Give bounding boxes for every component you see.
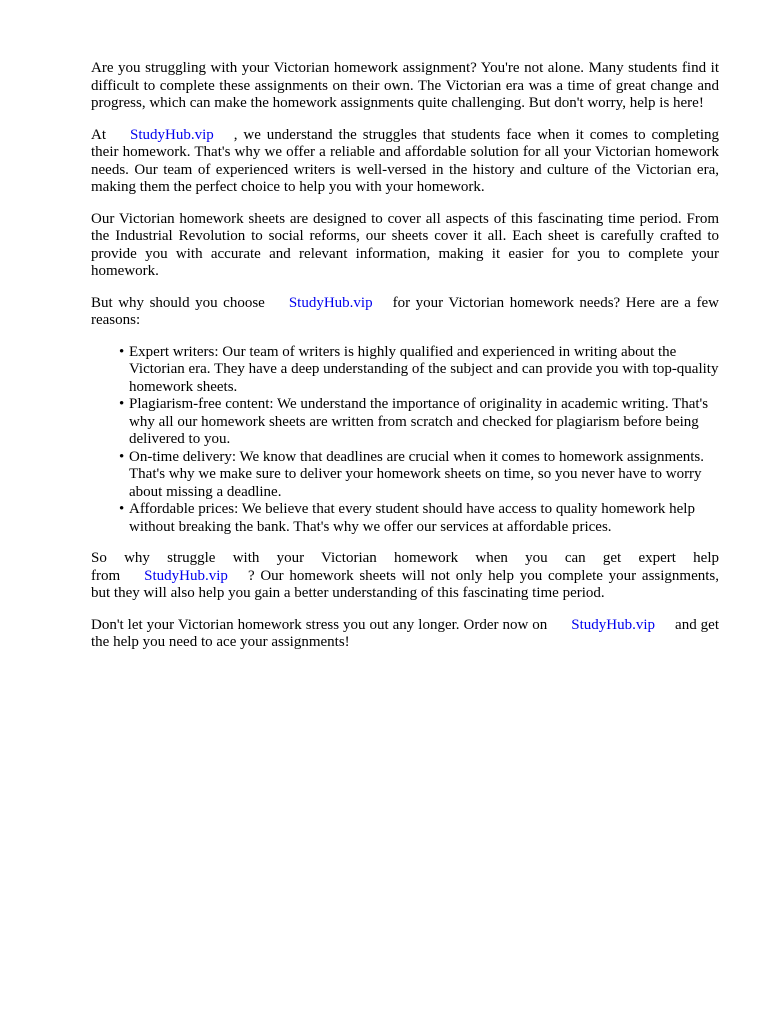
order-now-text-before: Don't let your Victorian homework stress you out any longer. Order now on — [91, 616, 548, 633]
reason-text: On-time delivery: We know that deadlines are crucial when it comes to homework assignments. That's why we make sure to deliver your homework sheets on time, so you never have to worry about missing a deadline. — [129, 448, 705, 500]
sheets-text: Our Victorian homework sheets are designed to cover all aspects of this fascinating time period. From the Industrial Revolution to social reforms, our sheets cover it all. Each sheet is carefully crafted to provide you with accurate and relevant information, making it easier for you to complete your homework. — [91, 210, 719, 279]
document-page — [91, 60, 719, 666]
studyhub-link[interactable]: StudyHub.vip — [288, 294, 373, 311]
studyhub-link[interactable]: StudyHub.vip — [571, 616, 656, 633]
reasons-list — [91, 344, 719, 537]
bullet-icon: • — [119, 343, 125, 360]
list-item — [119, 396, 719, 449]
bullet-icon: • — [119, 448, 125, 465]
studyhub-link[interactable]: StudyHub.vip — [130, 126, 214, 143]
about-text-after: , we understand the struggles that students face when it comes to completing their homework. That's why we offer a reliable and affordable solution for all your Victorian homework needs. Our team of experienced writers is well-versed in the history and culture of the Victorian era, making them the perfect choice to help you with your homework. — [91, 126, 719, 195]
about-paragraph — [91, 127, 719, 197]
expert-help-text-before: So why struggle with your Victorian homework when you can get expert help from — [91, 550, 719, 584]
list-item — [119, 343, 719, 397]
bullet-icon: • — [119, 501, 125, 517]
why-choose-text-after: for your Victorian homework needs? Here are a few reasons: — [91, 294, 719, 328]
order-now-paragraph — [91, 617, 719, 652]
reason-text: Plagiarism-free content: We understand the importance of originality in academic writing. That's why all our homework sheets are written from scratch and checked for plagiarism before being delivered to you. — [129, 396, 709, 447]
sheets-paragraph — [91, 211, 719, 281]
list-item — [119, 448, 719, 502]
about-text-before: At — [91, 126, 106, 143]
order-now-text-after: and get the help you need to ace your assignments! — [91, 616, 720, 650]
why-choose-paragraph — [91, 295, 719, 330]
expert-help-paragraph — [91, 550, 719, 603]
list-item — [119, 501, 719, 536]
intro-paragraph — [91, 60, 719, 113]
bullet-icon: • — [119, 396, 125, 412]
studyhub-link[interactable]: StudyHub.vip — [144, 567, 228, 584]
expert-help-text-after: ? Our homework sheets will not only help you complete your assignments, but they will also help you gain a better understanding of this fascinating time period. — [91, 567, 719, 601]
reason-text: Expert writers: Our team of writers is highly qualified and experienced in writing about the Victorian era. They have a deep understanding of the subject and can provide you with top-quality homework sheets. — [129, 343, 719, 395]
reason-text: Affordable prices: We believe that every student should have access to quality homework help without breaking the bank. That's why we offer our services at affordable prices. — [129, 501, 695, 535]
intro-text: Are you struggling with your Victorian homework assignment? You're not alone. Many students find it difficult to complete these assignments on their own. The Victorian era was a time of great change and progress, which can make the homework assignments quite challenging. But don't worry, help is here! — [91, 60, 719, 111]
why-choose-text-before: But why should you choose — [91, 294, 265, 311]
